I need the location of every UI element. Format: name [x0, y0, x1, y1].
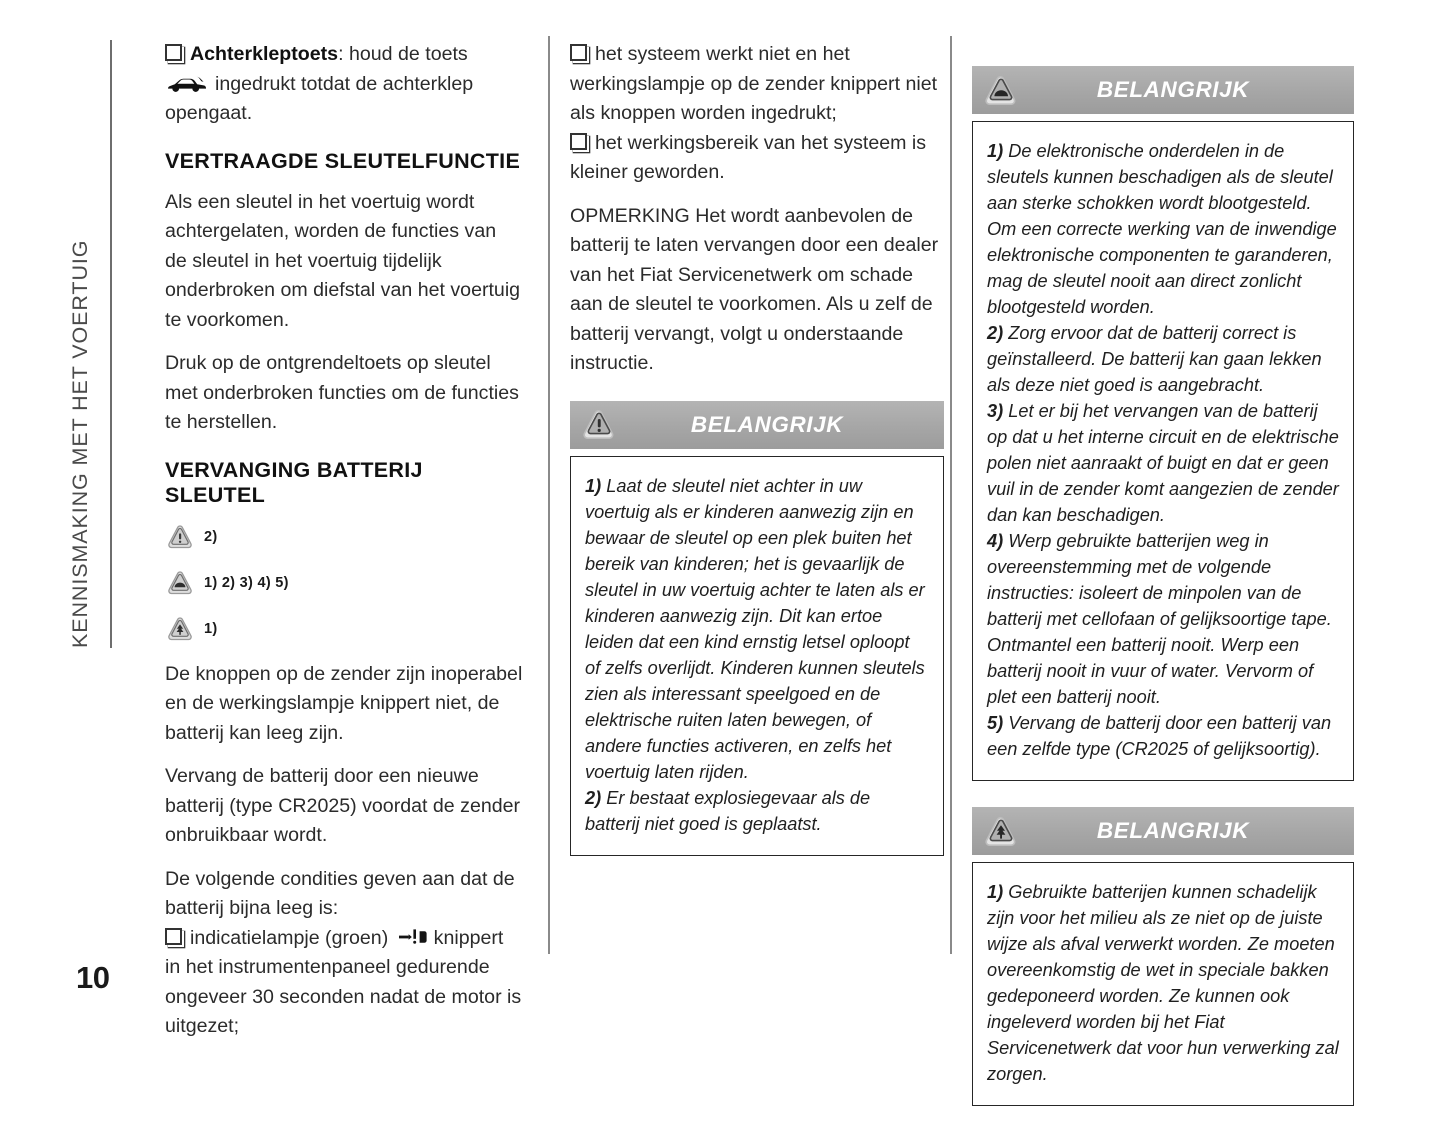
- replace-battery-paragraph: Vervang de batterij door een nieuwe batterij (type CR2025) voordat de zender onbruikbaar wordt.: [165, 765, 521, 846]
- callout-header-bar: [972, 66, 1354, 114]
- warning-triangle-car-icon: [982, 74, 1020, 107]
- running-head-label: KENNISMAKING MET HET VOERTUIG: [68, 239, 92, 648]
- running-head-rule: [110, 40, 112, 648]
- running-head: [60, 38, 112, 648]
- callout-header-bar: [570, 401, 944, 449]
- callout-item-text: Er bestaat explosiegevaar als de batterij niet goed is geplaatst.: [585, 787, 871, 834]
- callout-title: BELANGRIJK: [1096, 818, 1250, 843]
- callout-item-number: 3): [987, 401, 1004, 421]
- buttons-inoperable-paragraph: De knoppen op de zender zijn inoperabel en de werkingslampje knippert niet, de batterij kan leeg zijn.: [165, 662, 523, 744]
- warning-ref-row-car: [165, 568, 523, 598]
- square-bullet-icon: [165, 44, 182, 61]
- warning-ref-row-environment: [165, 614, 523, 644]
- callout-item: [987, 879, 1339, 1087]
- indicator-lamp-pre: indicatielampje (groen): [190, 926, 389, 949]
- system-not-working-text: het systeem werkt niet en het werkingslampje op de zender knippert niet als knoppen worden ingedrukt;: [570, 43, 938, 124]
- callout-item: [987, 528, 1339, 710]
- callout-item-number: 4): [987, 531, 1004, 551]
- callout-item-number: 1): [585, 475, 602, 496]
- range-reduced-text: het werkingsbereik van het systeem is kleiner geworden.: [570, 131, 927, 183]
- callout-item-number: 2): [987, 323, 1004, 343]
- warning-ref-row-exclamation: [165, 522, 523, 552]
- system-not-working-bullet: [570, 40, 944, 129]
- warning-triangle-car-icon: [165, 570, 195, 596]
- key-battery-indicator-icon: [397, 927, 431, 947]
- callout-item-text: Gebruikte batterijen kunnen schadelijk zijn voor het milieu als ze niet op de juiste wijze als afval verwerkt worden. Ze moeten overeenkomstig de wet in speciale bakken gedeponeerd worden. Ze kunnen ook ingeleverd worden bij het Fiat Servicenetwerk dat voor hun verwerking zal zorgen.: [987, 882, 1339, 1084]
- callout-item-number: 1): [987, 882, 1004, 902]
- callout-body: [972, 121, 1354, 781]
- tailgate-line2: ingedrukt totdat de achterklep: [215, 72, 474, 95]
- tailgate-line3: opengaat.: [165, 102, 253, 124]
- callout-header-bar: [972, 807, 1354, 855]
- callout-title: BELANGRIJK: [690, 411, 844, 437]
- warning-triangle-exclamation-icon: [580, 408, 618, 441]
- warning-triangle-environment-icon: [165, 616, 195, 642]
- tailgate-car-icon: [165, 74, 211, 94]
- square-bullet-icon: [570, 44, 587, 61]
- callout-item-text: Laat de sleutel niet achter in uw voertuig als er kinderen aanwezig zijn en bewaar de sleutel op een plek buiten het bereik van kinderen; het is gevaarlijk de sleutel in uw voertuig achter te laten als er kinderen aanwezig zijn. Dit kan ertoe leiden dat een kind ernstig letsel oploopt of zelfs overlijdt. Kinderen kunnen sleutels zien als interessant speelgoed en de elektrische ruiten laten bewegen, of andere functies activeren, en zelfs het voertuig laten rijden.: [585, 475, 925, 782]
- tailgate-button-paragraph: [165, 40, 523, 129]
- callout-important-middle: [570, 401, 944, 856]
- tailgate-button-text: : houd de toets: [338, 43, 468, 65]
- low-battery-intro-paragraph: De volgende condities geven aan dat de batterij bijna leeg is:: [165, 867, 515, 919]
- heading-delayed-key: VERTRAAGDE SLEUTELFUNCTIE: [165, 148, 521, 173]
- warning-ref-list: 1) 2) 3) 4) 5): [204, 574, 289, 591]
- callout-item: [987, 710, 1339, 762]
- square-bullet-icon: [165, 928, 182, 945]
- callout-body: [570, 456, 944, 856]
- callout-item-text: Vervang de batterij door een batterij van een zelfde type (CR2025 of gelijksoortig).: [987, 713, 1332, 759]
- callout-body: [972, 862, 1354, 1106]
- callout-item: [585, 473, 929, 785]
- warning-triangle-exclamation-icon: [165, 524, 195, 550]
- callout-title: BELANGRIJK: [1096, 77, 1250, 102]
- column-left: [165, 40, 523, 1056]
- callout-item-text: De elektronische onderdelen in de sleutels kunnen beschadigen als de sleutel aan sterke schokken wordt blootgesteld. Om een correcte werking van de inwendige elektronische componenten te garanderen, mag de sleutel nooit aan direct zonlicht blootgesteld worden.: [987, 141, 1337, 317]
- warning-ref-list: 2): [204, 528, 218, 545]
- indicator-lamp-post: knippert in het instrumentenpaneel gedurende ongeveer 30 seconden nadat de motor is uitgezet;: [165, 926, 522, 1037]
- callout-important-right-1: [972, 66, 1354, 781]
- indicator-lamp-bullet: [165, 924, 523, 1042]
- square-bullet-icon: [570, 133, 587, 150]
- callout-item-text: Werp gebruikte batterijen weg in overeenstemming met de volgende instructies: isoleert de minpolen van de batterij met cellofaan of gelijksoortige tape. Ontmantel een batterij nooit. Werp een batterij nooit in vuur of water. Vervorm of plet een batterij nooit.: [987, 531, 1332, 707]
- heading-battery-replacement: VERVANGING BATTERIJ SLEUTEL: [165, 457, 423, 507]
- restore-functions-paragraph: Druk op de ontgrendeltoets op sleutel met onderbroken functies om de functies te herstellen.: [165, 352, 519, 433]
- callout-item-text: Let er bij het vervangen van de batterij op dat u het interne circuit en de elektrische polen niet aanraakt of buigt en dat er geen vuil in de zender komt aangezien de zender dan kan beschadigen.: [987, 401, 1339, 525]
- column-divider-right: [950, 36, 952, 954]
- delayed-key-paragraph: Als een sleutel in het voertuig wordt achtergelaten, worden de functies van de sleutel in het voertuig tijdelijk onderbroken om diefstal van het voertuig te voorkomen.: [165, 190, 521, 331]
- callout-item: [585, 785, 929, 837]
- callout-item-number: 5): [987, 713, 1004, 733]
- tailgate-button-term: Achterkleptoets: [190, 43, 339, 65]
- callout-item: [987, 398, 1339, 528]
- column-right: [972, 66, 1354, 1130]
- warning-triangle-environment-icon: [982, 815, 1020, 848]
- callout-item: [987, 138, 1339, 320]
- column-divider-left: [548, 36, 550, 954]
- callout-item-number: 2): [585, 787, 602, 808]
- warning-ref-list: 1): [204, 620, 218, 637]
- range-reduced-bullet: [570, 129, 944, 188]
- callout-item: [987, 320, 1339, 398]
- page-number: 10: [76, 960, 110, 995]
- callout-item-number: 1): [987, 141, 1004, 161]
- callout-important-right-2: [972, 807, 1354, 1106]
- callout-item-text: Zorg ervoor dat de batterij correct is geïnstalleerd. De batterij kan gaan lekken als deze niet goed is aangebracht.: [987, 323, 1322, 395]
- note-paragraph: OPMERKING Het wordt aanbevolen de batterij te laten vervangen door een dealer van het Fiat Servicenetwerk om schade aan de sleutel te voorkomen. Als u zelf de batterij vervangt, volgt u onderstaande instructie.: [570, 204, 939, 374]
- column-middle: [570, 40, 944, 880]
